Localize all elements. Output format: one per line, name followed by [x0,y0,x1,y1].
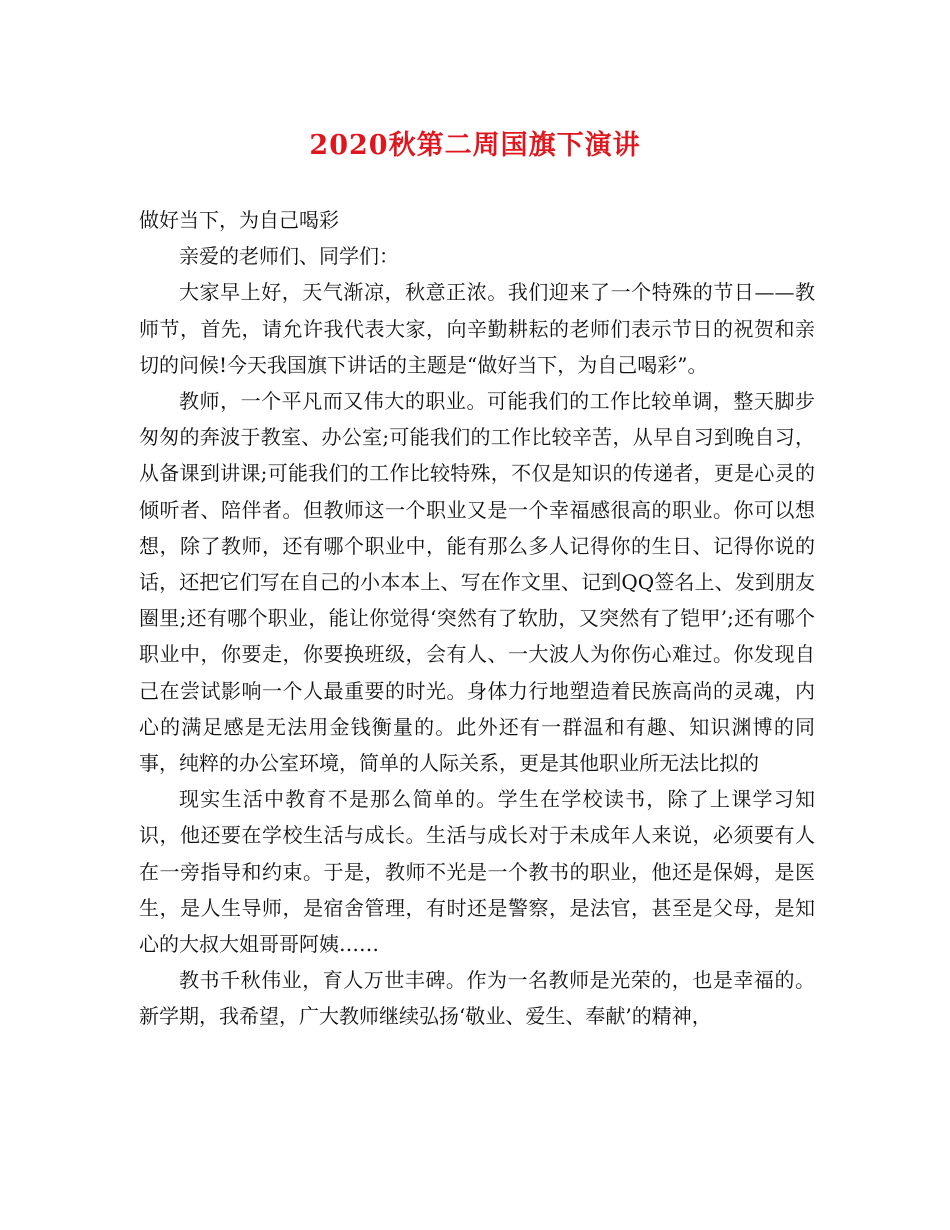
paragraph-closing: 教书千秋伟业，育人万世丰碑。作为一名教师是光荣的，也是幸福的。新学期，我希望，广大教师继续弘扬‘敬业、爱生、奉献’的精神， [139,968,815,1029]
paragraph-greeting: 亲爱的老师们、同学们： [179,244,399,269]
document-subtitle: 做好当下，为自己喝彩 [139,208,339,232]
paragraph-teacher-profession: 教师，一个平凡而又伟大的职业。可能我们的工作比较单调，整天脚步匆匆的奔波于教室、办公室;可能我们的工作比较辛苦，从早自习到晚自习，从备课到讲课;可能我们的工作比较特殊，不仅是知识的传递者，更是心灵的倾听者、陪伴者。但教师这一个职业又是一个幸福感很高的职业。你可以想想，除了教师，还有哪个职业中，能有那么多人记得你的生日、记得你说的话，还把它们写在自己的小本本上、写在作文里、记到QQ签名上、发到朋友圈里;还有哪个职业，能让你觉得‘突然有了软肋，又突然有了铠甲’;还有哪个职业中，你要走，你要换班级，会有人、一大波人为你伤心难过。你发现自己在尝试影响一个人最重要的时光。身体力行地塑造着民族高尚的灵魂，内心的满足感是无法用金钱衡量的。此外还有一群温和有趣、知识渊博的同事，纯粹的办公室环境，简单的人际关系，更是其他职业所无法比拟的 [139,389,815,776]
paragraph-education-reality: 现实生活中教育不是那么简单的。学生在学校读书，除了上课学习知识，他还要在学校生活与成长。生活与成长对于未成年人来说，必须要有人在一旁指导和约束。于是，教师不光是一个教书的职业，他还是保姆，是医生，是人生导师，是宿舍管理，有时还是警察，是法官，甚至是父母，是知心的大叔大姐哥哥阿姨…… [139,787,815,957]
document-title: 2020秋第二周国旗下演讲 [309,130,641,161]
document-body [139,202,815,1035]
paragraph-intro: 大家早上好，天气渐凉，秋意正浓。我们迎来了一个特殊的节日——教师节，首先，请允许我代表大家，向辛勤耕耘的老师们表示节日的祝贺和亲切的问候!今天我国旗下讲话的主题是“做好当下，为自己喝彩”。 [139,280,815,377]
